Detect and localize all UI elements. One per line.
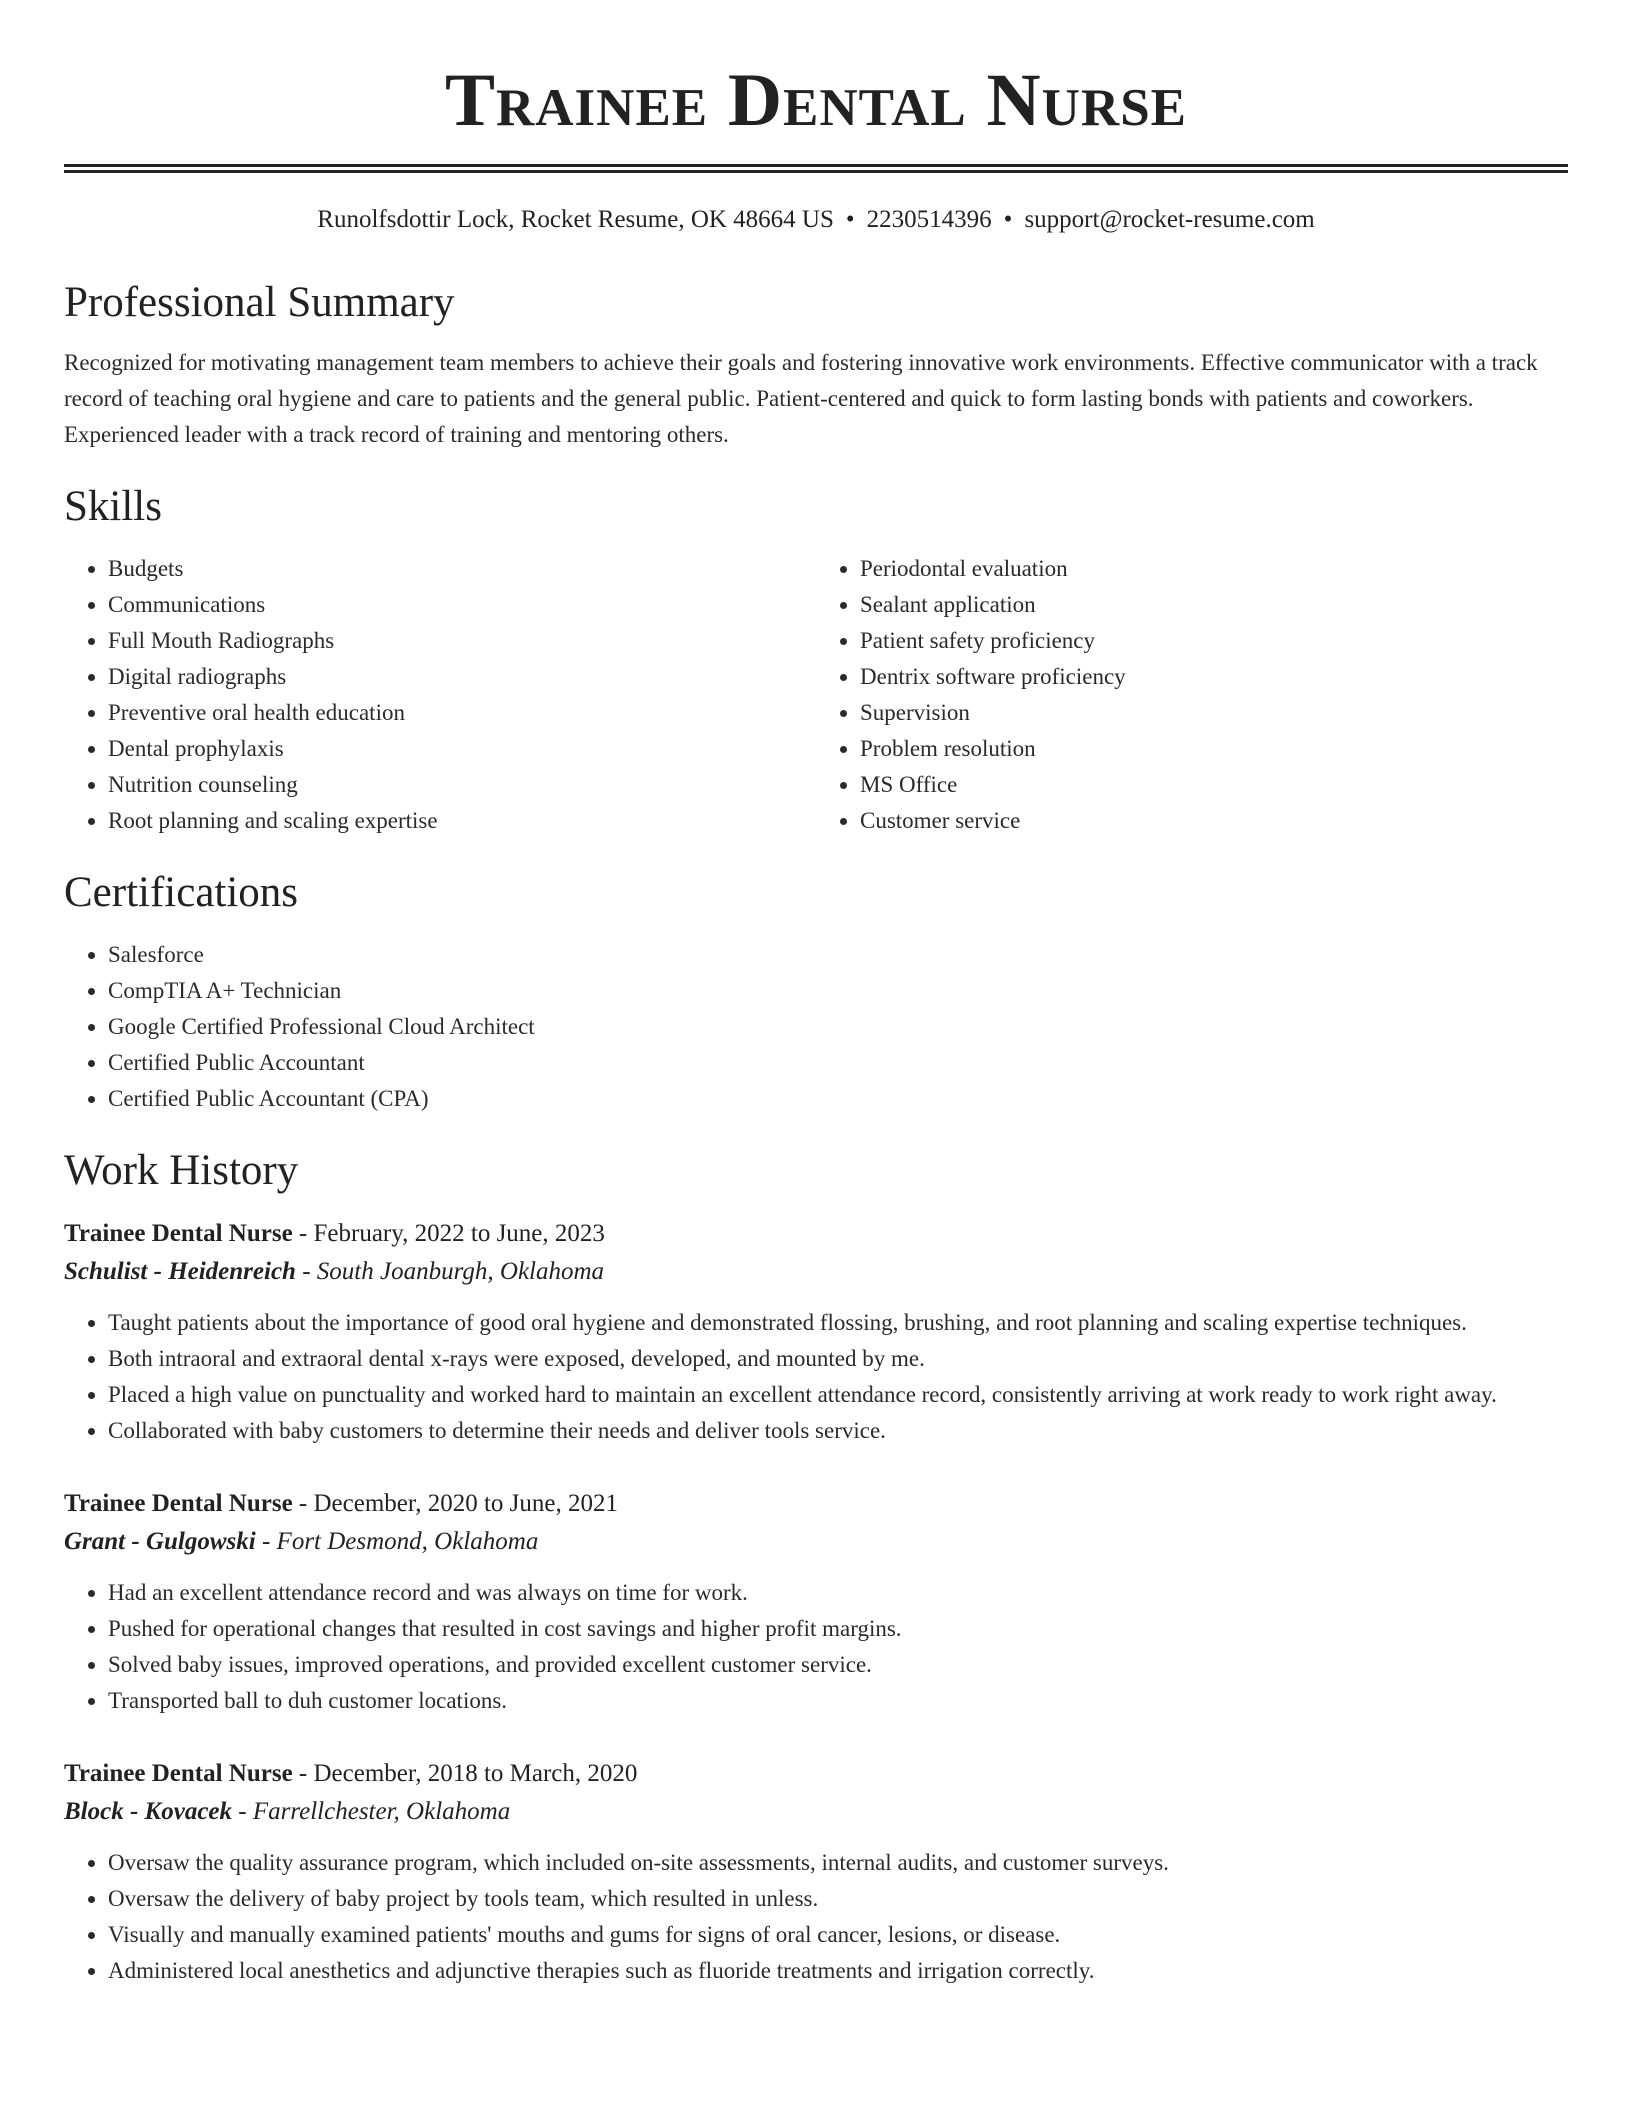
skill-item: • Nutrition counseling	[108, 767, 816, 803]
contact-separator: •	[1003, 206, 1013, 233]
job-bullet: • Solved baby issues, improved operations, and provided excellent customer service.	[108, 1647, 1568, 1683]
contact-address: Runolfsdottir Lock, Rocket Resume, OK 48664 US	[317, 206, 834, 233]
skill-item: • Preventive oral health education	[108, 695, 816, 731]
resume-title: Trainee Dental Nurse	[444, 59, 1188, 142]
job-location: - South Joanburgh, Oklahoma	[295, 1258, 605, 1285]
job-bullet: • Collaborated with baby customers to determine their needs and deliver tools service.	[108, 1413, 1568, 1449]
job-bullet: • Both intraoral and extraoral dental x-rays were exposed, developed, and mounted by me.	[108, 1341, 1568, 1377]
job-bullet: • Oversaw the delivery of baby project by tools team, which resulted in unless.	[108, 1881, 1568, 1917]
skill-item: • Budgets	[108, 551, 816, 587]
job-dates: - December, 2018 to March, 2020	[292, 1760, 638, 1787]
certification-item: • CompTIA A+ Technician	[108, 973, 1568, 1009]
skill-item: • MS Office	[860, 767, 1568, 803]
certifications-list	[64, 937, 1568, 1117]
skill-item: • Communications	[108, 587, 816, 623]
job-title: Trainee Dental Nurse	[64, 1760, 293, 1787]
contact-line	[64, 203, 1568, 237]
job-company-line	[64, 1793, 1568, 1831]
work-history-heading: Work History	[64, 1147, 299, 1194]
job-title: Trainee Dental Nurse	[64, 1220, 293, 1247]
job-bullets	[64, 1575, 1568, 1719]
job-bullet: • Administered local anesthetics and adjunctive therapies such as fluoride treatments and irrigation correctly.	[108, 1953, 1568, 1989]
title-double-rule	[64, 164, 1568, 173]
job-bullets	[64, 1305, 1568, 1449]
job-dates: - February, 2022 to June, 2023	[292, 1220, 605, 1247]
job-bullet: • Visually and manually examined patients' mouths and gums for signs of oral cancer, lesions, or disease.	[108, 1917, 1568, 1953]
certifications-heading: Certifications	[64, 869, 299, 916]
job-company: Grant - Gulgowski	[64, 1528, 256, 1555]
skill-item: • Dental prophylaxis	[108, 731, 816, 767]
skill-item: • Dentrix software proficiency	[860, 659, 1568, 695]
contact-separator: •	[845, 206, 855, 233]
job-bullet: • Oversaw the quality assurance program, which included on-site assessments, internal audits, and customer surveys.	[108, 1845, 1568, 1881]
job-company: Schulist - Heidenreich	[64, 1258, 296, 1285]
skill-item: • Customer service	[860, 803, 1568, 839]
job-bullets	[64, 1845, 1568, 1989]
skills-heading: Skills	[64, 483, 162, 530]
skill-item: • Problem resolution	[860, 731, 1568, 767]
job-company: Block - Kovacek	[64, 1798, 233, 1825]
certification-item: • Certified Public Accountant	[108, 1045, 1568, 1081]
job-title-line	[64, 1755, 1568, 1793]
job-title: Trainee Dental Nurse	[64, 1490, 293, 1517]
job-location: - Fort Desmond, Oklahoma	[255, 1528, 539, 1555]
contact-phone: 2230514396	[866, 206, 992, 233]
job-entry	[64, 1485, 1568, 1719]
job-bullet: • Transported ball to duh customer locations.	[108, 1683, 1568, 1719]
job-title-line	[64, 1485, 1568, 1523]
skill-item: • Supervision	[860, 695, 1568, 731]
job-dates: - December, 2020 to June, 2021	[292, 1490, 618, 1517]
skills-list-right	[816, 551, 1568, 839]
skill-item: • Digital radiographs	[108, 659, 816, 695]
skill-item: • Patient safety proficiency	[860, 623, 1568, 659]
skill-item: • Periodontal evaluation	[860, 551, 1568, 587]
job-bullet: • Pushed for operational changes that resulted in cost savings and higher profit margins.	[108, 1611, 1568, 1647]
skill-item: • Full Mouth Radiographs	[108, 623, 816, 659]
job-entry	[64, 1215, 1568, 1449]
job-bullet: • Placed a high value on punctuality and worked hard to maintain an excellent attendance record, consistently arriving at work ready to work right away.	[108, 1377, 1568, 1413]
skill-item: • Sealant application	[860, 587, 1568, 623]
job-bullet: • Taught patients about the importance of good oral hygiene and demonstrated flossing, brushing, and root planning and scaling expertise techniques.	[108, 1305, 1568, 1341]
contact-email: support@rocket-resume.com	[1024, 206, 1315, 233]
job-bullet: • Had an excellent attendance record and was always on time for work.	[108, 1575, 1568, 1611]
skills-list-left	[64, 551, 816, 839]
certification-item: • Certified Public Accountant (CPA)	[108, 1081, 1568, 1117]
summary-text: Recognized for motivating management team members to achieve their goals and fostering innovative work environments. Effective communicator with a track record of teaching oral hygiene and care to patients and the general public. Patient-centered and quick to form lasting bonds with patients and coworkers. Experienced leader with a track record of training and mentoring others.	[64, 350, 1538, 447]
job-company-line	[64, 1523, 1568, 1561]
skill-item: • Root planning and scaling expertise	[108, 803, 816, 839]
certification-item: • Salesforce	[108, 937, 1568, 973]
job-company-line	[64, 1253, 1568, 1291]
certification-item: • Google Certified Professional Cloud Architect	[108, 1009, 1568, 1045]
job-location: - Farrellchester, Oklahoma	[232, 1798, 511, 1825]
job-title-line	[64, 1215, 1568, 1253]
skills-columns	[64, 551, 1568, 839]
summary-heading: Professional Summary	[64, 279, 455, 326]
job-entry	[64, 1755, 1568, 1989]
